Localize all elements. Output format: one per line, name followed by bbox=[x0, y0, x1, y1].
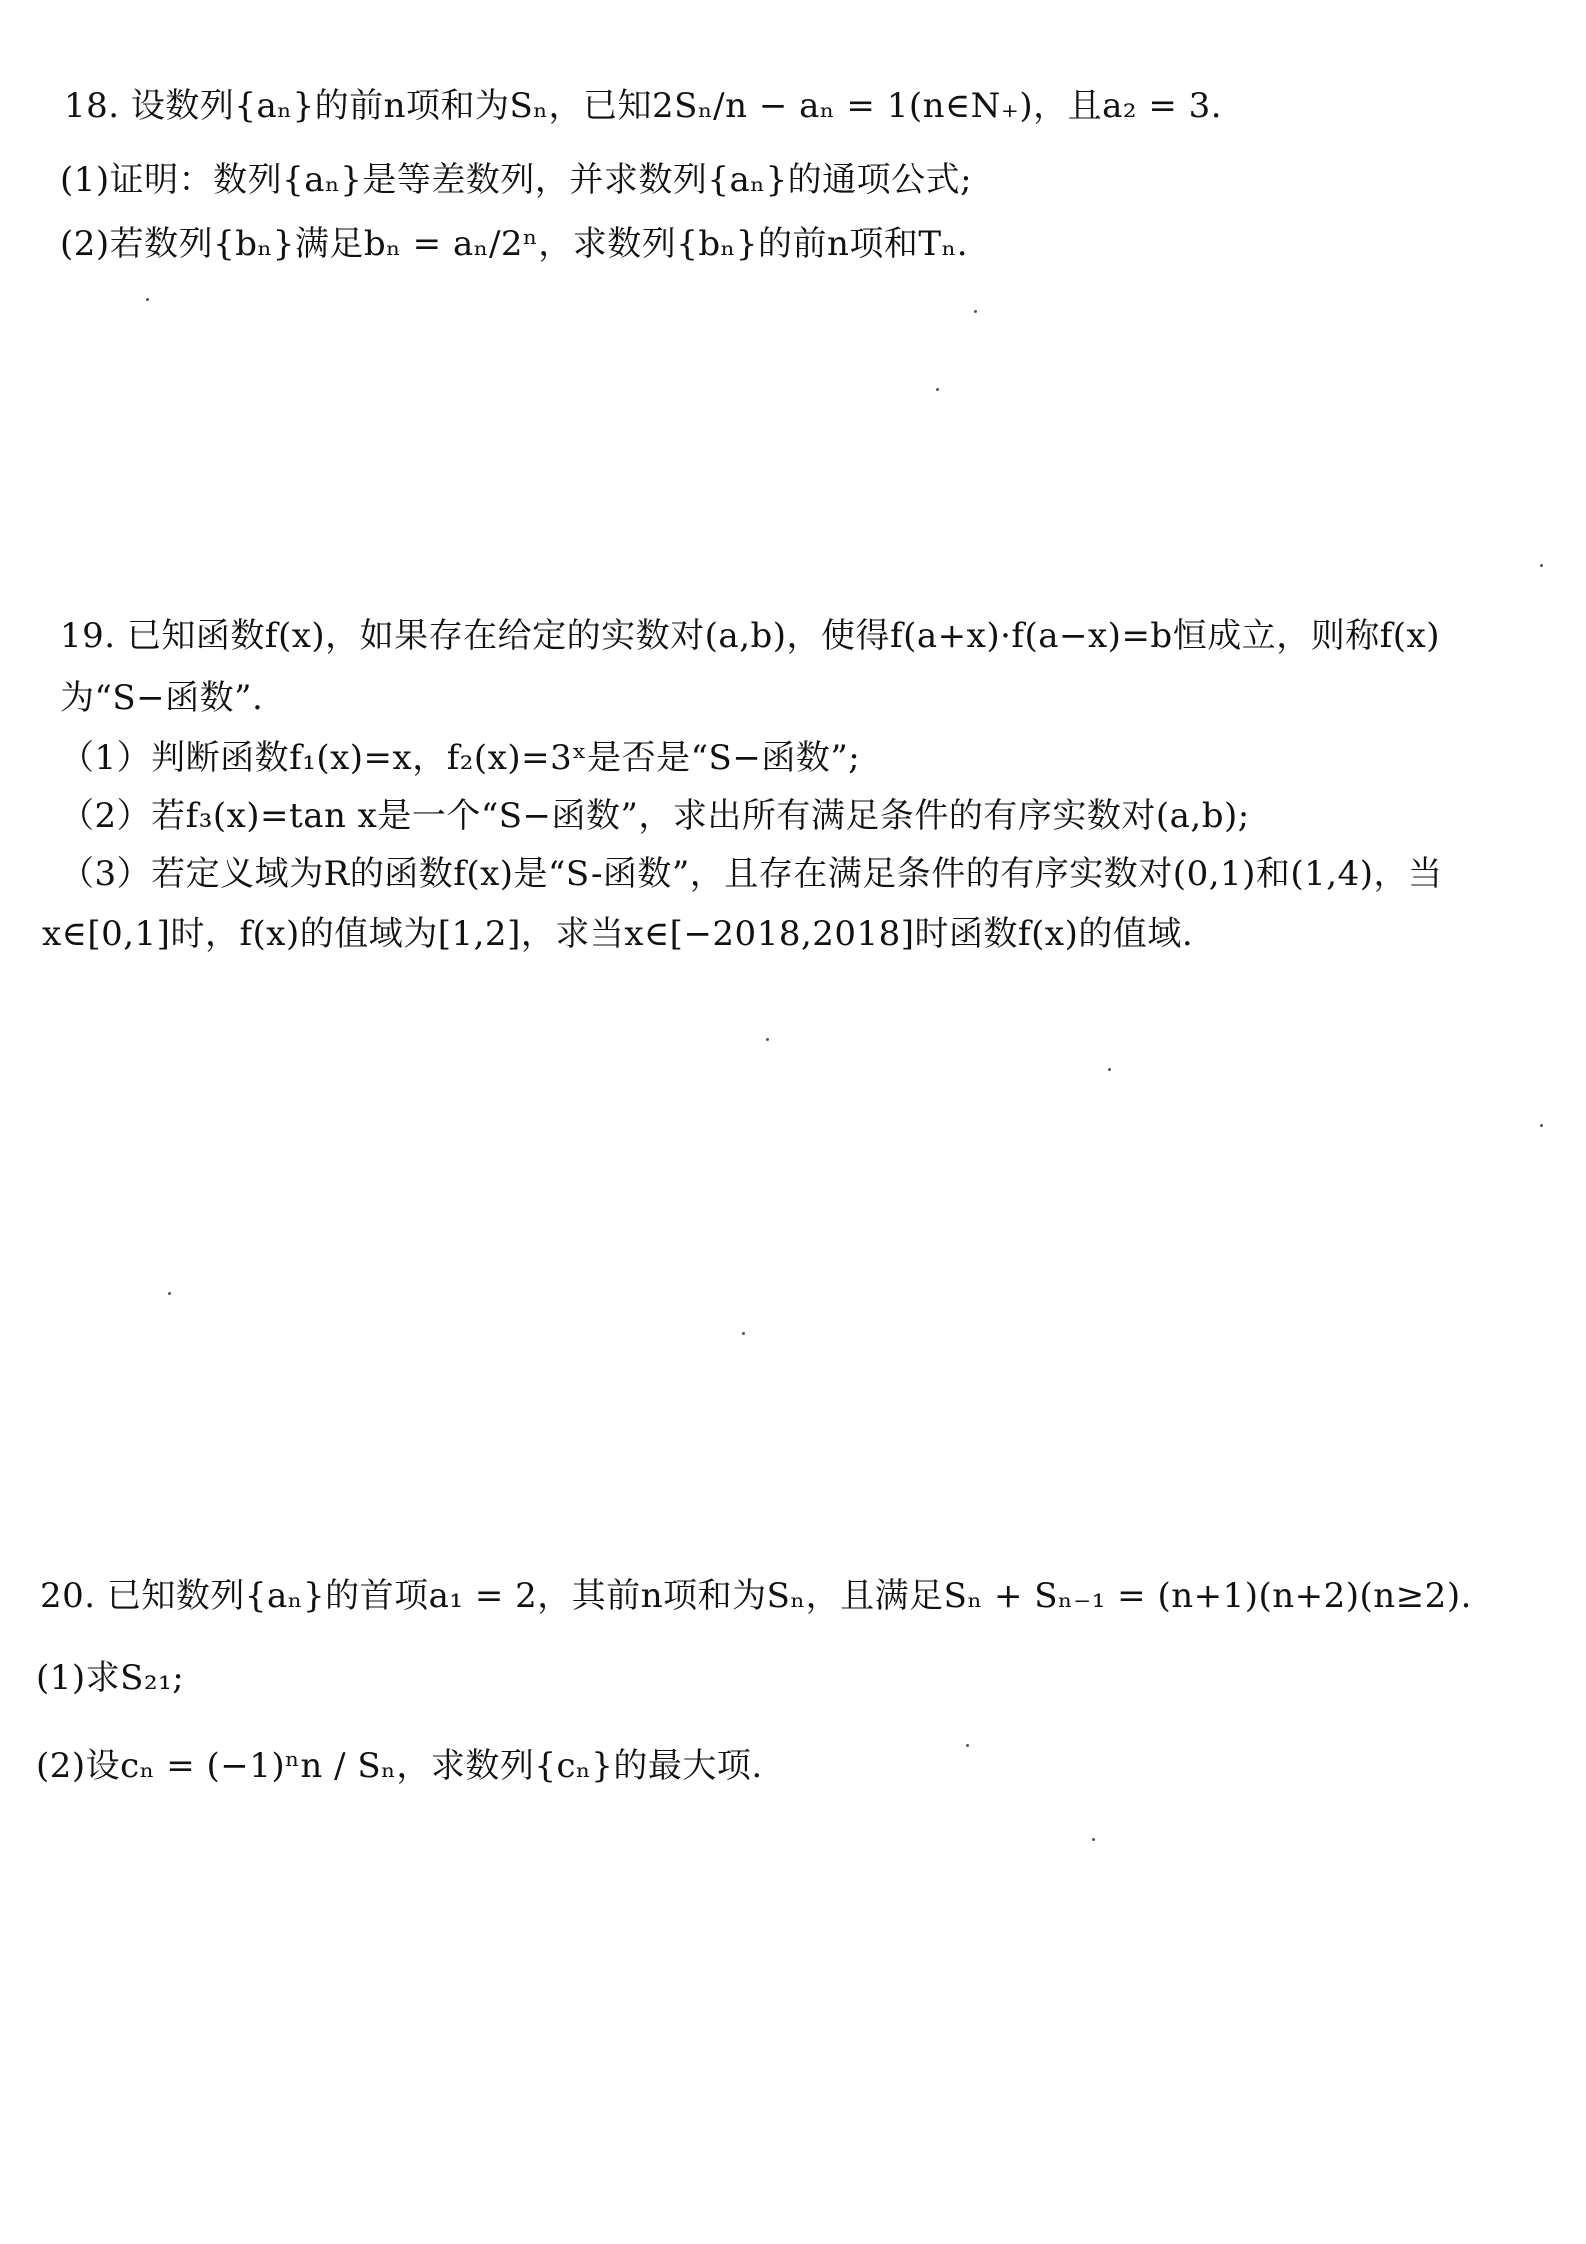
question-18-part-1: (1)证明：数列{aₙ}是等差数列，并求数列{aₙ}的通项公式; bbox=[60, 160, 973, 200]
question-19-part-2: （2）若f₃(x)=tan x是一个“S−函数”，求出所有满足条件的有序实数对(a,b); bbox=[60, 796, 1250, 836]
scan-speck bbox=[966, 1744, 969, 1747]
question-18-part-2: (2)若数列{bₙ}满足bₙ = aₙ/2ⁿ，求数列{bₙ}的前n项和Tₙ. bbox=[60, 224, 969, 264]
scan-speck bbox=[766, 1038, 769, 1041]
scan-speck bbox=[974, 310, 977, 313]
scan-speck bbox=[146, 298, 149, 301]
scan-speck bbox=[1092, 1838, 1095, 1841]
question-18-stem: 18. 设数列{aₙ}的前n项和为Sₙ，已知2Sₙ/n − aₙ = 1(n∈N₊)，且a₂ = 3. bbox=[64, 86, 1223, 126]
question-20-part-1: (1)求S₂₁; bbox=[36, 1658, 185, 1698]
scan-speck bbox=[1540, 1124, 1543, 1127]
scan-speck bbox=[1540, 564, 1543, 567]
scan-speck bbox=[1108, 1068, 1111, 1071]
question-19-part-3: （3）若定义域为R的函数f(x)是“S-函数”，且存在满足条件的有序实数对(0,1)和(1,4)，当 bbox=[60, 854, 1443, 894]
question-19-stem: 19. 已知函数f(x)，如果存在给定的实数对(a,b)，使得f(a+x)·f(a−x)=b恒成立，则称f(x) bbox=[60, 616, 1440, 656]
question-19-part-1: （1）判断函数f₁(x)=x，f₂(x)=3ˣ是否是“S−函数”; bbox=[60, 738, 861, 778]
question-19-stem-continued: 为“S−函数”. bbox=[60, 678, 264, 718]
scan-speck bbox=[742, 1332, 745, 1335]
question-20-part-2: (2)设cₙ = (−1)ⁿn / Sₙ，求数列{cₙ}的最大项. bbox=[36, 1746, 763, 1786]
question-20-stem: 20. 已知数列{aₙ}的首项a₁ = 2，其前n项和为Sₙ，且满足Sₙ + Sₙ₋₁ = (n+1)(n+2)(n≥2). bbox=[40, 1576, 1472, 1616]
question-19-part-3-continued: x∈[0,1]时，f(x)的值域为[1,2]，求当x∈[−2018,2018]时函数f(x)的值域. bbox=[42, 914, 1194, 954]
scan-speck bbox=[168, 1292, 171, 1295]
scan-speck bbox=[936, 388, 939, 391]
